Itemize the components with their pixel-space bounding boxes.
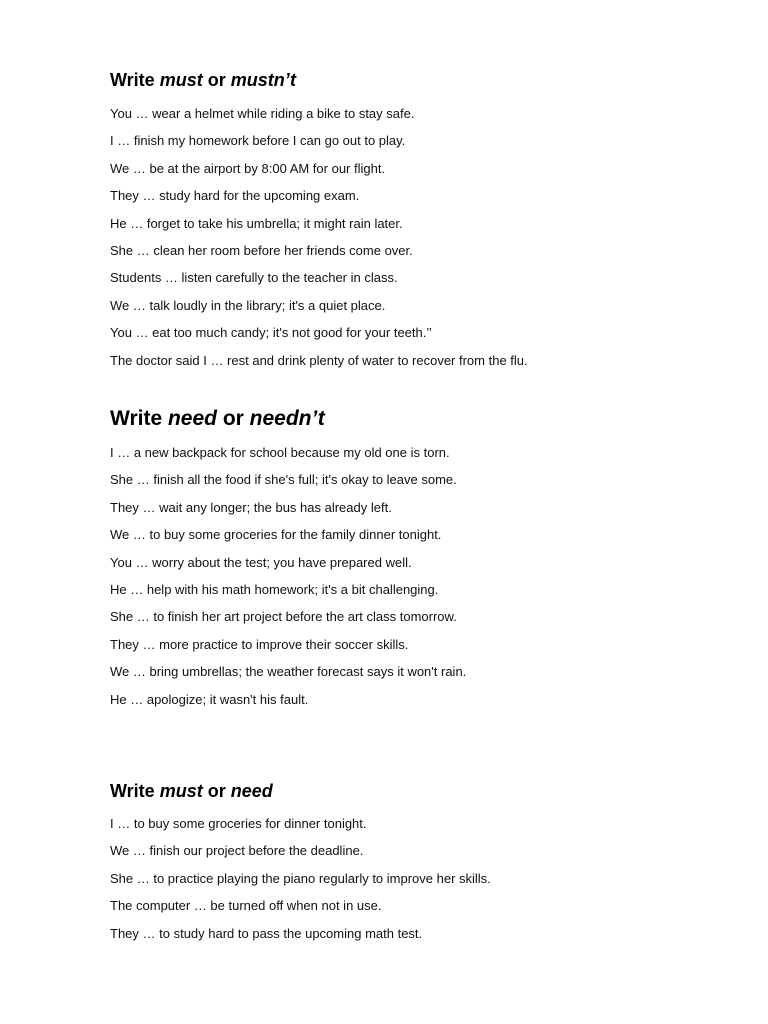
- heading-keyword-1: must: [159, 781, 203, 801]
- exercise-item: We … be at the airport by 8:00 AM for our flight.: [110, 160, 386, 176]
- section-heading: [110, 782, 730, 804]
- exercise-item: She … finish all the food if she's full; it's okay to leave some.: [110, 472, 457, 488]
- exercise-item: The doctor said I … rest and drink plenty of water to recover from the flu.: [110, 352, 528, 368]
- exercise-item: He … help with his math homework; it's a bit challenging.: [110, 581, 439, 597]
- exercise-item: He … apologize; it wasn't his fault.: [110, 691, 309, 707]
- heading-middle: or: [202, 781, 231, 801]
- section-need-neednt: [110, 408, 730, 719]
- exercise-item: We … to buy some groceries for the family dinner tonight.: [110, 527, 442, 543]
- heading-keyword-1: need: [167, 407, 217, 430]
- exercise-item: We … bring umbrellas; the weather forecast says it won't rain.: [110, 664, 467, 680]
- exercise-item: He … forget to take his umbrella; it might rain later.: [110, 215, 403, 231]
- heading-prefix: Write: [110, 781, 160, 801]
- exercise-item: I … a new backpack for school because my old one is torn.: [110, 445, 450, 460]
- exercise-item: You … eat too much candy; it's not good for your teeth.’’: [110, 325, 432, 341]
- exercise-item: The computer … be turned off when not in use.: [110, 898, 382, 914]
- exercise-item: She … to finish her art project before the art class tomorrow.: [110, 609, 457, 625]
- exercise-list: [110, 816, 730, 941]
- exercise-item: I … to buy some groceries for dinner tonight.: [110, 816, 367, 831]
- heading-prefix: Write: [110, 70, 160, 90]
- heading-middle: or: [216, 407, 250, 430]
- exercise-item: We … talk loudly in the library; it's a quiet place.: [110, 297, 386, 313]
- exercise-item: They … to study hard to pass the upcoming math test.: [110, 925, 423, 941]
- section-must-mustnt: [110, 71, 730, 380]
- exercise-item: She … clean her room before her friends come over.: [110, 242, 413, 258]
- exercise-item: You … wear a helmet while riding a bike to stay safe.: [110, 106, 415, 121]
- section-must-need: [110, 782, 730, 953]
- exercise-item: You … worry about the test; you have prepared well.: [110, 554, 412, 570]
- exercise-item: She … to practice playing the piano regularly to improve her skills.: [110, 870, 491, 886]
- exercise-item: Students … listen carefully to the teacher in class.: [110, 270, 398, 286]
- exercise-item: We … finish our project before the deadline.: [110, 843, 364, 859]
- section-heading: [110, 71, 730, 93]
- heading-middle: or: [202, 70, 231, 90]
- heading-keyword-2: needn’t: [249, 407, 325, 430]
- exercise-item: They … wait any longer; the bus has already left.: [110, 499, 392, 515]
- exercise-item: I … finish my homework before I can go out to play.: [110, 133, 406, 149]
- exercise-list: [110, 106, 730, 368]
- exercise-item: They … more practice to improve their soccer skills.: [110, 636, 409, 652]
- heading-prefix: Write: [110, 407, 168, 430]
- heading-keyword-2: need: [230, 781, 273, 801]
- heading-keyword-1: must: [159, 70, 203, 90]
- exercise-list: [110, 445, 730, 707]
- heading-keyword-2: mustn’t: [230, 70, 297, 90]
- exercise-item: They … study hard for the upcoming exam.: [110, 188, 360, 204]
- section-heading: [110, 408, 730, 433]
